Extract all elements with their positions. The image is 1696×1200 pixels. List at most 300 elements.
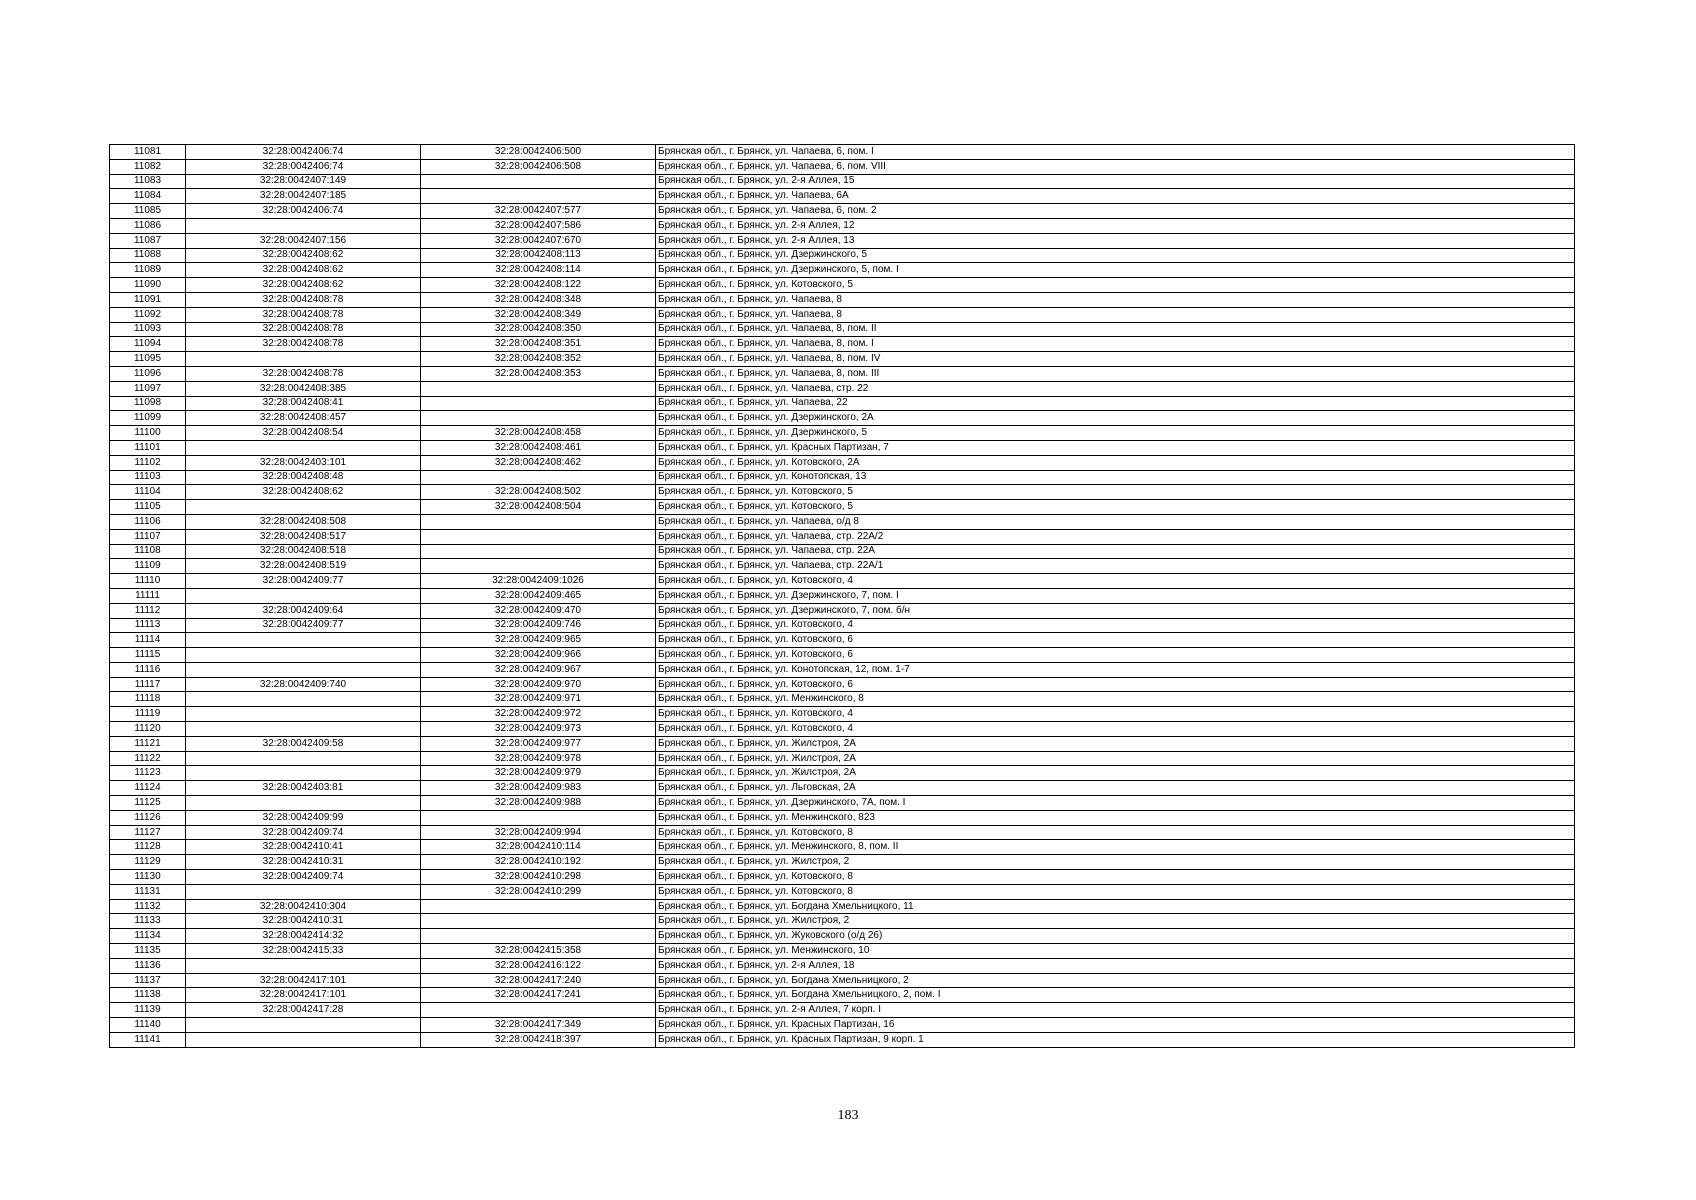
object-cadastral-number-cell: 32:28:0042409:470 [421,603,656,618]
row-number-cell: 11120 [110,722,186,737]
address-cell: Брянская обл., г. Брянск, ул. Красных Партизан, 9 корп. 1 [656,1032,1575,1047]
table-row [110,884,1575,899]
object-cadastral-number-cell: 32:28:0042409:978 [421,751,656,766]
table-row [110,899,1575,914]
row-number-cell: 11138 [110,988,186,1003]
object-cadastral-number-cell: 32:28:0042407:577 [421,204,656,219]
row-number-cell: 11136 [110,958,186,973]
table-row [110,929,1575,944]
row-number-cell: 11117 [110,677,186,692]
object-cadastral-number-cell [421,189,656,204]
object-cadastral-number-cell: 32:28:0042408:502 [421,485,656,500]
row-number-cell: 11126 [110,810,186,825]
address-cell: Брянская обл., г. Брянск, ул. Богдана Хмельницкого, 11 [656,899,1575,914]
row-number-cell: 11125 [110,796,186,811]
parcel-cadastral-number-cell [186,352,421,367]
object-cadastral-number-cell: 32:28:0042406:500 [421,145,656,160]
address-cell: Брянская обл., г. Брянск, ул. Дзержинского, 7А, пом. I [656,796,1575,811]
parcel-cadastral-number-cell: 32:28:0042408:62 [186,278,421,293]
row-number-cell: 11098 [110,396,186,411]
parcel-cadastral-number-cell [186,588,421,603]
table-row [110,440,1575,455]
parcel-cadastral-number-cell [186,884,421,899]
address-cell: Брянская обл., г. Брянск, ул. Льговская, 2А [656,781,1575,796]
table-row [110,514,1575,529]
parcel-cadastral-number-cell: 32:28:0042408:457 [186,411,421,426]
object-cadastral-number-cell: 32:28:0042410:192 [421,855,656,870]
table-row [110,292,1575,307]
parcel-cadastral-number-cell: 32:28:0042408:62 [186,263,421,278]
object-cadastral-number-cell: 32:28:0042409:988 [421,796,656,811]
address-cell: Брянская обл., г. Брянск, ул. Чапаева, 8, пом. II [656,322,1575,337]
parcel-cadastral-number-cell: 32:28:0042403:101 [186,455,421,470]
table-row [110,618,1575,633]
parcel-cadastral-number-cell [186,218,421,233]
address-cell: Брянская обл., г. Брянск, ул. Жилстроя, 2А [656,751,1575,766]
parcel-cadastral-number-cell: 32:28:0042417:101 [186,988,421,1003]
parcel-cadastral-number-cell [186,648,421,663]
table-row [110,988,1575,1003]
row-number-cell: 11092 [110,307,186,322]
object-cadastral-number-cell: 32:28:0042410:114 [421,840,656,855]
object-cadastral-number-cell: 32:28:0042408:122 [421,278,656,293]
table-row [110,914,1575,929]
table-row [110,751,1575,766]
table-row [110,662,1575,677]
table-row [110,633,1575,648]
parcel-cadastral-number-cell: 32:28:0042409:77 [186,618,421,633]
object-cadastral-number-cell: 32:28:0042417:241 [421,988,656,1003]
row-number-cell: 11106 [110,514,186,529]
table-row [110,603,1575,618]
parcel-cadastral-number-cell [186,958,421,973]
row-number-cell: 11133 [110,914,186,929]
table-row [110,174,1575,189]
address-cell: Брянская обл., г. Брянск, ул. Красных Партизан, 7 [656,440,1575,455]
address-cell: Брянская обл., г. Брянск, ул. Жилстроя, 2 [656,855,1575,870]
row-number-cell: 11102 [110,455,186,470]
object-cadastral-number-cell [421,381,656,396]
address-cell: Брянская обл., г. Брянск, ул. Чапаева, 6А [656,189,1575,204]
parcel-cadastral-number-cell: 32:28:0042408:519 [186,559,421,574]
address-cell: Брянская обл., г. Брянск, ул. Дзержинского, 5, пом. I [656,263,1575,278]
object-cadastral-number-cell: 32:28:0042409:1026 [421,574,656,589]
parcel-cadastral-number-cell: 32:28:0042415:33 [186,944,421,959]
object-cadastral-number-cell: 32:28:0042408:349 [421,307,656,322]
parcel-cadastral-number-cell: 32:28:0042417:28 [186,1003,421,1018]
table-row [110,574,1575,589]
table-row [110,870,1575,885]
row-number-cell: 11135 [110,944,186,959]
object-cadastral-number-cell: 32:28:0042418:397 [421,1032,656,1047]
parcel-cadastral-number-cell: 32:28:0042403:81 [186,781,421,796]
object-cadastral-number-cell: 32:28:0042407:670 [421,233,656,248]
object-cadastral-number-cell: 32:28:0042409:746 [421,618,656,633]
row-number-cell: 11088 [110,248,186,263]
parcel-cadastral-number-cell: 32:28:0042406:74 [186,145,421,160]
object-cadastral-number-cell [421,559,656,574]
row-number-cell: 11139 [110,1003,186,1018]
address-cell: Брянская обл., г. Брянск, ул. Котовского, 2А [656,455,1575,470]
row-number-cell: 11095 [110,352,186,367]
object-cadastral-number-cell [421,914,656,929]
table-row [110,796,1575,811]
row-number-cell: 11110 [110,574,186,589]
address-cell: Брянская обл., г. Брянск, ул. 2-я Аллея, 18 [656,958,1575,973]
table-row [110,736,1575,751]
table-row [110,559,1575,574]
address-cell: Брянская обл., г. Брянск, ул. Менжинского, 8, пом. II [656,840,1575,855]
parcel-cadastral-number-cell [186,796,421,811]
parcel-cadastral-number-cell: 32:28:0042408:78 [186,366,421,381]
address-cell: Брянская обл., г. Брянск, ул. Чапаева, 8 [656,292,1575,307]
address-cell: Брянская обл., г. Брянск, ул. 2-я Аллея, 12 [656,218,1575,233]
row-number-cell: 11099 [110,411,186,426]
table-row [110,322,1575,337]
parcel-cadastral-number-cell: 32:28:0042408:78 [186,292,421,307]
row-number-cell: 11129 [110,855,186,870]
table-row [110,588,1575,603]
parcel-cadastral-number-cell [186,500,421,515]
object-cadastral-number-cell: 32:28:0042415:358 [421,944,656,959]
object-cadastral-number-cell [421,514,656,529]
row-number-cell: 11122 [110,751,186,766]
row-number-cell: 11141 [110,1032,186,1047]
object-cadastral-number-cell: 32:28:0042409:994 [421,825,656,840]
object-cadastral-number-cell: 32:28:0042410:299 [421,884,656,899]
table-row [110,485,1575,500]
object-cadastral-number-cell [421,929,656,944]
table-row [110,677,1575,692]
table-row [110,781,1575,796]
parcel-cadastral-number-cell: 32:28:0042408:508 [186,514,421,529]
table-row [110,544,1575,559]
row-number-cell: 11108 [110,544,186,559]
parcel-cadastral-number-cell: 32:28:0042408:62 [186,485,421,500]
address-cell: Брянская обл., г. Брянск, ул. Чапаева, 6, пом. VIII [656,159,1575,174]
table-row [110,973,1575,988]
row-number-cell: 11104 [110,485,186,500]
object-cadastral-number-cell: 32:28:0042409:967 [421,662,656,677]
parcel-cadastral-number-cell: 32:28:0042408:78 [186,322,421,337]
parcel-cadastral-number-cell [186,707,421,722]
row-number-cell: 11137 [110,973,186,988]
parcel-cadastral-number-cell: 32:28:0042408:78 [186,307,421,322]
table-row [110,278,1575,293]
parcel-cadastral-number-cell: 32:28:0042406:74 [186,159,421,174]
parcel-cadastral-number-cell [186,633,421,648]
parcel-cadastral-number-cell: 32:28:0042408:54 [186,426,421,441]
object-cadastral-number-cell: 32:28:0042417:240 [421,973,656,988]
row-number-cell: 11116 [110,662,186,677]
object-cadastral-number-cell: 32:28:0042408:458 [421,426,656,441]
address-cell: Брянская обл., г. Брянск, ул. Дзержинского, 5 [656,426,1575,441]
row-number-cell: 11121 [110,736,186,751]
address-cell: Брянская обл., г. Брянск, ул. Чапаева, 22 [656,396,1575,411]
object-cadastral-number-cell [421,174,656,189]
table-row [110,648,1575,663]
object-cadastral-number-cell: 32:28:0042408:461 [421,440,656,455]
row-number-cell: 11097 [110,381,186,396]
table-row [110,337,1575,352]
table-row [110,500,1575,515]
page-number: 183 [837,1108,859,1123]
table-row [110,455,1575,470]
parcel-cadastral-number-cell: 32:28:0042408:385 [186,381,421,396]
row-number-cell: 11084 [110,189,186,204]
address-cell: Брянская обл., г. Брянск, ул. Дзержинского, 7, пом. б/н [656,603,1575,618]
address-cell: Брянская обл., г. Брянск, ул. Котовского, 4 [656,618,1575,633]
table-row [110,855,1575,870]
address-cell: Брянская обл., г. Брянск, ул. Чапаева, 6, пом. 2 [656,204,1575,219]
parcel-cadastral-number-cell: 32:28:0042409:74 [186,825,421,840]
address-cell: Брянская обл., г. Брянск, ул. Котовского, 5 [656,278,1575,293]
object-cadastral-number-cell: 32:28:0042408:348 [421,292,656,307]
table-row [110,411,1575,426]
row-number-cell: 11118 [110,692,186,707]
address-cell: Брянская обл., г. Брянск, ул. Чапаева, 8, пом. I [656,337,1575,352]
parcel-cadastral-number-cell: 32:28:0042408:517 [186,529,421,544]
address-cell: Брянская обл., г. Брянск, ул. Чапаева, стр. 22А/1 [656,559,1575,574]
object-cadastral-number-cell: 32:28:0042408:351 [421,337,656,352]
row-number-cell: 11115 [110,648,186,663]
parcel-cadastral-number-cell: 32:28:0042408:78 [186,337,421,352]
table-row [110,810,1575,825]
table-row [110,1003,1575,1018]
parcel-cadastral-number-cell [186,766,421,781]
row-number-cell: 11085 [110,204,186,219]
address-cell: Брянская обл., г. Брянск, ул. 2-я Аллея, 13 [656,233,1575,248]
table-row [110,381,1575,396]
address-cell: Брянская обл., г. Брянск, ул. Жилстроя, 2 [656,914,1575,929]
row-number-cell: 11134 [110,929,186,944]
object-cadastral-number-cell [421,810,656,825]
row-number-cell: 11081 [110,145,186,160]
object-cadastral-number-cell: 32:28:0042406:508 [421,159,656,174]
table-row [110,1018,1575,1033]
parcel-cadastral-number-cell: 32:28:0042408:62 [186,248,421,263]
row-number-cell: 11114 [110,633,186,648]
parcel-cadastral-number-cell [186,662,421,677]
parcel-cadastral-number-cell: 32:28:0042410:41 [186,840,421,855]
parcel-cadastral-number-cell: 32:28:0042410:31 [186,914,421,929]
row-number-cell: 11101 [110,440,186,455]
parcel-cadastral-number-cell: 32:28:0042407:185 [186,189,421,204]
object-cadastral-number-cell [421,396,656,411]
address-cell: Брянская обл., г. Брянск, ул. Менжинского, 823 [656,810,1575,825]
table-row [110,470,1575,485]
address-cell: Брянская обл., г. Брянск, ул. Котовского, 6 [656,677,1575,692]
object-cadastral-number-cell: 32:28:0042409:966 [421,648,656,663]
address-cell: Брянская обл., г. Брянск, ул. Чапаева, стр. 22 [656,381,1575,396]
row-number-cell: 11089 [110,263,186,278]
parcel-cadastral-number-cell [186,692,421,707]
address-cell: Брянская обл., г. Брянск, ул. Котовского, 4 [656,722,1575,737]
table-row [110,218,1575,233]
address-cell: Брянская обл., г. Брянск, ул. Чапаева, 8, пом. IV [656,352,1575,367]
table-row [110,307,1575,322]
table-row [110,840,1575,855]
address-cell: Брянская обл., г. Брянск, ул. Конотопская, 13 [656,470,1575,485]
parcel-cadastral-number-cell: 32:28:0042409:740 [186,677,421,692]
row-number-cell: 11090 [110,278,186,293]
address-cell: Брянская обл., г. Брянск, ул. Богдана Хмельницкого, 2, пом. I [656,988,1575,1003]
table-row [110,204,1575,219]
parcel-cadastral-number-cell [186,1018,421,1033]
parcel-cadastral-number-cell: 32:28:0042410:31 [186,855,421,870]
row-number-cell: 11091 [110,292,186,307]
row-number-cell: 11100 [110,426,186,441]
parcel-cadastral-number-cell: 32:28:0042410:304 [186,899,421,914]
object-cadastral-number-cell: 32:28:0042409:972 [421,707,656,722]
address-cell: Брянская обл., г. Брянск, ул. Котовского, 4 [656,707,1575,722]
table-row [110,692,1575,707]
object-cadastral-number-cell [421,529,656,544]
property-registry-table [109,144,1575,1048]
parcel-cadastral-number-cell: 32:28:0042409:74 [186,870,421,885]
row-number-cell: 11082 [110,159,186,174]
row-number-cell: 11113 [110,618,186,633]
parcel-cadastral-number-cell [186,722,421,737]
address-cell: Брянская обл., г. Брянск, ул. Котовского, 5 [656,500,1575,515]
table-row [110,366,1575,381]
row-number-cell: 11112 [110,603,186,618]
row-number-cell: 11124 [110,781,186,796]
row-number-cell: 11119 [110,707,186,722]
object-cadastral-number-cell: 32:28:0042409:971 [421,692,656,707]
parcel-cadastral-number-cell: 32:28:0042414:32 [186,929,421,944]
table-row [110,944,1575,959]
object-cadastral-number-cell: 32:28:0042408:114 [421,263,656,278]
object-cadastral-number-cell: 32:28:0042408:113 [421,248,656,263]
table-row [110,707,1575,722]
address-cell: Брянская обл., г. Брянск, ул. Котовского, 4 [656,574,1575,589]
row-number-cell: 11140 [110,1018,186,1033]
address-cell: Брянская обл., г. Брянск, ул. Жуковского (о/д 26) [656,929,1575,944]
table-row [110,766,1575,781]
table-row [110,396,1575,411]
object-cadastral-number-cell: 32:28:0042409:465 [421,588,656,603]
table-row [110,248,1575,263]
object-cadastral-number-cell: 32:28:0042407:586 [421,218,656,233]
parcel-cadastral-number-cell: 32:28:0042409:64 [186,603,421,618]
address-cell: Брянская обл., г. Брянск, ул. 2-я Аллея, 7 корп. I [656,1003,1575,1018]
object-cadastral-number-cell: 32:28:0042408:352 [421,352,656,367]
object-cadastral-number-cell: 32:28:0042417:349 [421,1018,656,1033]
table-row [110,189,1575,204]
object-cadastral-number-cell: 32:28:0042416:122 [421,958,656,973]
table-row [110,233,1575,248]
object-cadastral-number-cell [421,1003,656,1018]
row-number-cell: 11105 [110,500,186,515]
table-row [110,958,1575,973]
address-cell: Брянская обл., г. Брянск, ул. Котовского, 8 [656,870,1575,885]
address-cell: Брянская обл., г. Брянск, ул. Котовского, 6 [656,648,1575,663]
address-cell: Брянская обл., г. Брянск, ул. Чапаева, о/д 8 [656,514,1575,529]
address-cell: Брянская обл., г. Брянск, ул. Котовского, 8 [656,825,1575,840]
parcel-cadastral-number-cell: 32:28:0042409:77 [186,574,421,589]
row-number-cell: 11128 [110,840,186,855]
parcel-cadastral-number-cell: 32:28:0042407:149 [186,174,421,189]
row-number-cell: 11130 [110,870,186,885]
address-cell: Брянская обл., г. Брянск, ул. Менжинского, 10 [656,944,1575,959]
address-cell: Брянская обл., г. Брянск, ул. Конотопская, 12, пом. 1-7 [656,662,1575,677]
object-cadastral-number-cell [421,411,656,426]
table-body [110,145,1575,1048]
address-cell: Брянская обл., г. Брянск, ул. Жилстроя, 2А [656,766,1575,781]
row-number-cell: 11087 [110,233,186,248]
address-cell: Брянская обл., г. Брянск, ул. Чапаева, стр. 22А/2 [656,529,1575,544]
table-row [110,722,1575,737]
address-cell: Брянская обл., г. Брянск, ул. Котовского, 5 [656,485,1575,500]
object-cadastral-number-cell [421,899,656,914]
row-number-cell: 11083 [110,174,186,189]
address-cell: Брянская обл., г. Брянск, ул. Красных Партизан, 16 [656,1018,1575,1033]
table-row [110,145,1575,160]
object-cadastral-number-cell: 32:28:0042409:983 [421,781,656,796]
address-cell: Брянская обл., г. Брянск, ул. 2-я Аллея, 15 [656,174,1575,189]
parcel-cadastral-number-cell: 32:28:0042408:518 [186,544,421,559]
row-number-cell: 11111 [110,588,186,603]
row-number-cell: 11094 [110,337,186,352]
address-cell: Брянская обл., г. Брянск, ул. Дзержинского, 7, пом. I [656,588,1575,603]
table-row [110,352,1575,367]
table-row [110,426,1575,441]
parcel-cadastral-number-cell: 32:28:0042406:74 [186,204,421,219]
object-cadastral-number-cell: 32:28:0042409:965 [421,633,656,648]
row-number-cell: 11103 [110,470,186,485]
row-number-cell: 11132 [110,899,186,914]
address-cell: Брянская обл., г. Брянск, ул. Дзержинского, 5 [656,248,1575,263]
object-cadastral-number-cell: 32:28:0042408:353 [421,366,656,381]
row-number-cell: 11107 [110,529,186,544]
parcel-cadastral-number-cell [186,440,421,455]
address-cell: Брянская обл., г. Брянск, ул. Жилстроя, 2А [656,736,1575,751]
row-number-cell: 11131 [110,884,186,899]
table-row [110,159,1575,174]
row-number-cell: 11109 [110,559,186,574]
row-number-cell: 11096 [110,366,186,381]
address-cell: Брянская обл., г. Брянск, ул. Богдана Хмельницкого, 2 [656,973,1575,988]
object-cadastral-number-cell: 32:28:0042409:977 [421,736,656,751]
parcel-cadastral-number-cell: 32:28:0042409:99 [186,810,421,825]
parcel-cadastral-number-cell: 32:28:0042408:48 [186,470,421,485]
object-cadastral-number-cell: 32:28:0042408:350 [421,322,656,337]
row-number-cell: 11123 [110,766,186,781]
object-cadastral-number-cell [421,470,656,485]
address-cell: Брянская обл., г. Брянск, ул. Котовского, 6 [656,633,1575,648]
address-cell: Брянская обл., г. Брянск, ул. Менжинского, 8 [656,692,1575,707]
parcel-cadastral-number-cell: 32:28:0042409:58 [186,736,421,751]
object-cadastral-number-cell: 32:28:0042409:973 [421,722,656,737]
row-number-cell: 11127 [110,825,186,840]
object-cadastral-number-cell: 32:28:0042410:298 [421,870,656,885]
parcel-cadastral-number-cell [186,1032,421,1047]
table-row [110,529,1575,544]
address-cell: Брянская обл., г. Брянск, ул. Дзержинского, 2А [656,411,1575,426]
parcel-cadastral-number-cell [186,751,421,766]
row-number-cell: 11086 [110,218,186,233]
address-cell: Брянская обл., г. Брянск, ул. Чапаева, 8, пом. III [656,366,1575,381]
object-cadastral-number-cell: 32:28:0042408:462 [421,455,656,470]
table-row [110,825,1575,840]
table-row [110,1032,1575,1047]
parcel-cadastral-number-cell: 32:28:0042407:156 [186,233,421,248]
address-cell: Брянская обл., г. Брянск, ул. Котовского, 8 [656,884,1575,899]
table-row [110,263,1575,278]
object-cadastral-number-cell: 32:28:0042409:970 [421,677,656,692]
parcel-cadastral-number-cell: 32:28:0042408:41 [186,396,421,411]
